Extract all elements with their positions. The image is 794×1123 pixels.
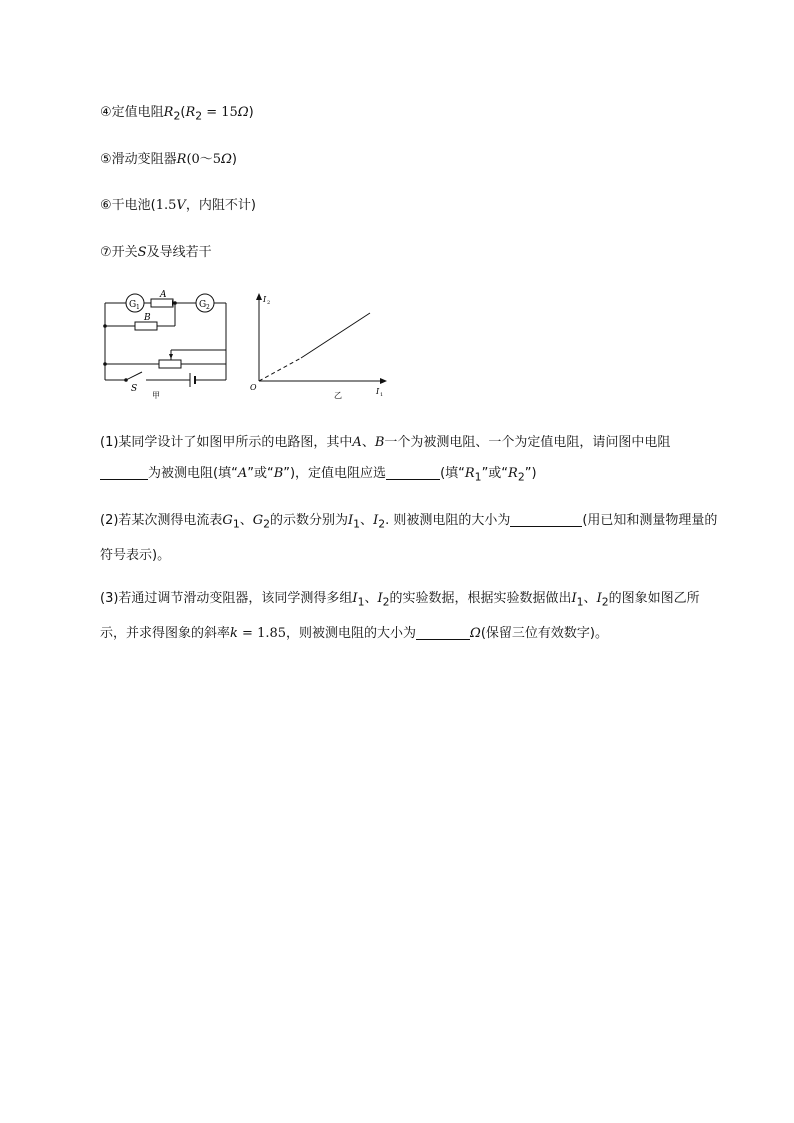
item-5-marker: ⑤ <box>100 152 112 167</box>
q3-text-e: 的图象如图乙所示，并求得图象的斜率 <box>100 591 700 641</box>
item-7-symbol: S <box>137 245 147 260</box>
question-3 <box>100 583 720 649</box>
q2-text-c: 的示数分别为 <box>270 513 349 528</box>
item-7-marker: ⑦ <box>100 245 112 260</box>
item-6-text: 干电池( <box>111 198 156 213</box>
question-2 <box>100 505 720 571</box>
q1-text-b: 、 <box>361 435 375 450</box>
q2-g1: G <box>222 513 233 528</box>
g2-label: G <box>199 300 207 310</box>
q2-i2: I <box>373 513 379 528</box>
graph-i1-i2 <box>246 288 394 403</box>
item-4-marker: ④ <box>100 105 112 120</box>
q2-text-e: . 则被测电阻的大小为 <box>385 513 511 528</box>
q1-r2: R <box>508 466 518 481</box>
q1-text-i: ”) <box>524 466 537 481</box>
slider-arrow <box>169 354 173 359</box>
item-4-paren: ( <box>180 105 186 120</box>
item-4-unit: Ω <box>237 105 249 120</box>
data-line <box>301 313 370 358</box>
q1-sym-b: B <box>374 435 385 450</box>
q3-i1: I <box>352 591 358 606</box>
g1-label: G <box>129 300 137 310</box>
y-label: I <box>263 295 267 304</box>
caption-jia: 甲 <box>152 391 160 400</box>
q3-i2b-sub: 2 <box>601 595 609 609</box>
q1-fill-a: A <box>237 466 248 481</box>
q2-text-f: (用已知和测量物理量的符号表示)。 <box>100 513 718 563</box>
extrapolated-line <box>259 358 301 381</box>
g2-subscript: 2 <box>206 304 210 311</box>
x-axis-arrow <box>380 378 387 384</box>
q3-slope-value: = 1.85 <box>237 625 287 641</box>
g1-subscript: 1 <box>136 304 140 311</box>
q3-text-g: ，则被测电阻的大小为 <box>286 625 417 641</box>
switch-s <box>126 372 142 380</box>
item-4-subscript-2: 2 <box>195 109 203 123</box>
q1-r1-sub: 1 <box>474 470 482 484</box>
q3-text-d: 、 <box>583 591 597 606</box>
caption-yi: 乙 <box>334 391 342 400</box>
y-axis-arrow <box>256 293 262 300</box>
y-label-subscript: 2 <box>267 300 271 306</box>
q2-i2-sub: 2 <box>378 517 386 531</box>
q3-k: k <box>230 625 238 641</box>
item-6 <box>100 196 256 216</box>
item-4-symbol-2: R <box>185 105 196 120</box>
q1-text-h: ”或“ <box>481 466 509 481</box>
q3-text-a: (3)若通过调节滑动变阻器，该同学测得多组 <box>100 591 353 606</box>
x-label-subscript: 1 <box>380 392 384 398</box>
junction-dot <box>103 362 107 366</box>
item-4-paren-close: ) <box>248 105 254 120</box>
item-5-range: (0～5 <box>186 152 222 167</box>
q3-text-h: (保留三位有效数字)。 <box>480 625 608 641</box>
q3-i1-sub: 1 <box>357 595 365 609</box>
q1-text-c: 一个为被测电阻、一个为定值电阻，请问图中电阻 <box>384 435 671 450</box>
q1-text-a: (1)某同学设计了如图甲所示的电路图，其中 <box>100 435 353 450</box>
item-4-symbol: R <box>163 105 174 120</box>
circuit-diagram <box>98 288 238 403</box>
rheostat <box>159 360 181 368</box>
q3-i2: I <box>377 591 383 606</box>
question-1 <box>100 427 720 493</box>
q2-text-d: 、 <box>360 513 374 528</box>
item-4-value: = 15 <box>202 105 238 120</box>
item-5 <box>100 150 237 170</box>
item-5-text: 滑动变阻器 <box>111 152 177 167</box>
label-b: B <box>144 313 151 323</box>
q3-unit: Ω <box>470 625 481 641</box>
answer-blank-3[interactable] <box>510 512 582 527</box>
q3-i2-sub: 2 <box>382 595 390 609</box>
q1-r2-sub: 2 <box>517 470 525 484</box>
q1-text-e: ”或“ <box>247 466 274 481</box>
q1-fill-b: B <box>273 466 284 481</box>
answer-blank-4[interactable] <box>416 625 470 640</box>
q2-text-b: 、 <box>239 513 253 528</box>
item-5-unit: Ω <box>221 152 232 167</box>
q2-i1: I <box>348 513 354 528</box>
q1-r1: R <box>464 466 475 481</box>
item-4 <box>100 103 254 127</box>
q3-i1b: I <box>571 591 577 606</box>
answer-blank-2[interactable] <box>386 465 440 480</box>
item-7-text: 开关 <box>111 245 138 260</box>
item-5-symbol: R <box>176 152 187 167</box>
item-5-close: ) <box>231 152 237 167</box>
q3-text-c: 的实验数据，根据实验数据做出 <box>389 591 572 606</box>
item-6-marker: ⑥ <box>100 198 112 213</box>
q1-text-f: ”)，定值电阻应选 <box>283 466 387 481</box>
label-a: A <box>160 290 167 300</box>
item-4-subscript: 2 <box>173 109 181 123</box>
resistor-a <box>151 299 173 307</box>
x-label: I <box>376 387 380 396</box>
switch-pivot <box>124 378 128 382</box>
junction-dot <box>103 324 107 328</box>
q1-text-d: 为被测电阻(填“ <box>148 466 238 481</box>
label-s: S <box>131 384 138 394</box>
item-7 <box>100 243 212 263</box>
q2-g2: G <box>252 513 264 528</box>
q2-g2-sub: 2 <box>263 517 270 531</box>
item-6-value: 1.5 <box>155 198 177 213</box>
q3-i2b: I <box>596 591 602 606</box>
item-4-text: 定值电阻 <box>111 105 164 120</box>
answer-blank-1[interactable] <box>100 465 148 480</box>
q1-sym-a: A <box>352 435 362 450</box>
resistor-b <box>135 322 157 330</box>
item-6-rest: ，内阻不计) <box>185 198 256 213</box>
origin-label: O <box>250 383 257 392</box>
q3-text-b: 、 <box>364 591 378 606</box>
q3-i1b-sub: 1 <box>576 595 584 609</box>
q2-i1-sub: 1 <box>353 517 361 531</box>
q1-text-g: (填“ <box>440 466 465 481</box>
q2-g1-sub: 1 <box>232 517 240 531</box>
item-6-unit: V <box>176 198 186 213</box>
q2-text-a: (2)若某次测得电流表 <box>100 513 223 528</box>
item-7-rest: 及导线若干 <box>146 245 212 260</box>
